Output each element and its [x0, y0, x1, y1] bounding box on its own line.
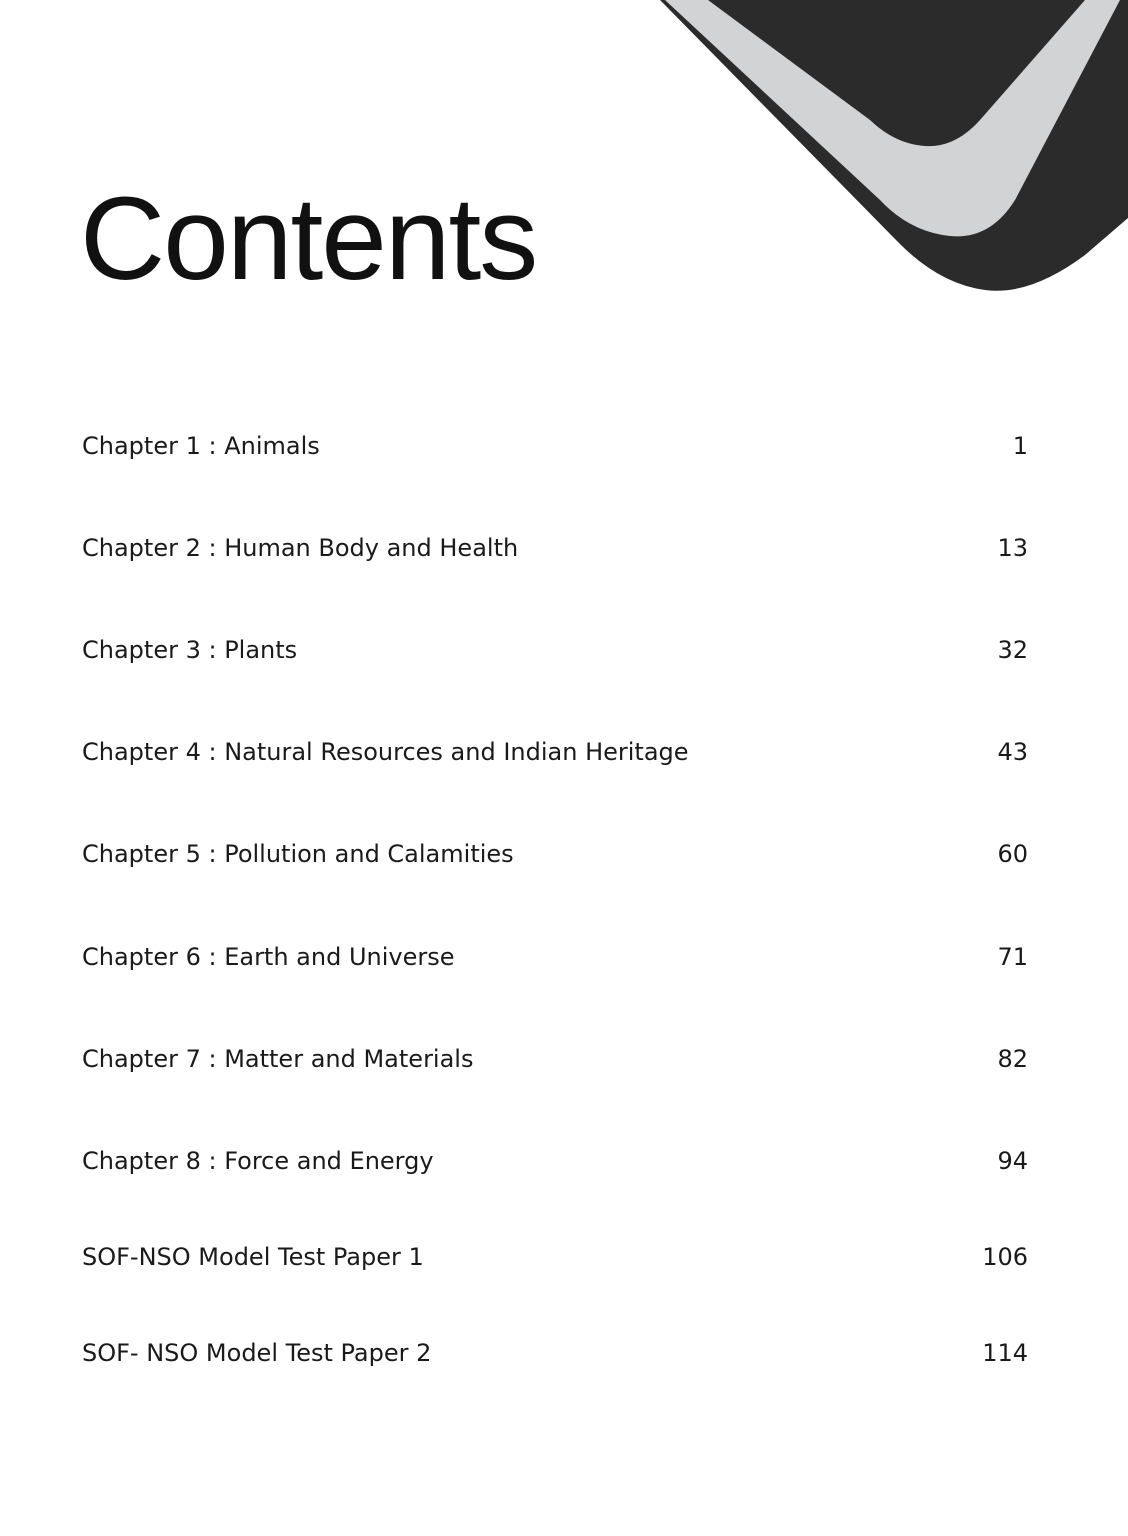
toc-entry[interactable] [82, 836, 1028, 872]
toc-entry-page-number: 13 [997, 534, 1028, 562]
toc-entry-page-number: 71 [997, 943, 1028, 971]
toc-entry[interactable] [82, 428, 1028, 464]
toc-entry[interactable] [82, 530, 1028, 566]
toc-entry[interactable] [82, 1239, 1028, 1275]
toc-entry-title: Chapter 1 : Animals [82, 432, 320, 460]
toc-entry-page-number: 60 [997, 840, 1028, 868]
toc-entry-page-number: 82 [997, 1045, 1028, 1073]
toc-entry[interactable] [82, 1143, 1028, 1179]
toc-entry-page-number: 94 [997, 1147, 1028, 1175]
toc-entry[interactable] [82, 1335, 1028, 1371]
toc-entry[interactable] [82, 1041, 1028, 1077]
toc-entry-page-number: 1 [1012, 432, 1028, 460]
toc-entry-title: Chapter 2 : Human Body and Health [82, 534, 519, 562]
toc-entry-title: SOF- NSO Model Test Paper 2 [82, 1339, 432, 1367]
toc-entry-title: SOF-NSO Model Test Paper 1 [82, 1243, 424, 1271]
toc-entry[interactable] [82, 939, 1028, 975]
toc-entry-title: Chapter 4 : Natural Resources and Indian Heritage [82, 738, 689, 766]
toc-entry-page-number: 106 [982, 1243, 1028, 1271]
toc-entry-title: Chapter 7 : Matter and Materials [82, 1045, 474, 1073]
toc-entry[interactable] [82, 632, 1028, 668]
toc-entry-page-number: 114 [982, 1339, 1028, 1367]
toc-entry-title: Chapter 6 : Earth and Universe [82, 943, 455, 971]
toc-entry-title: Chapter 3 : Plants [82, 636, 298, 664]
toc-entry-page-number: 32 [997, 636, 1028, 664]
toc-entry-page-number: 43 [997, 738, 1028, 766]
toc-entry-title: Chapter 8 : Force and Energy [82, 1147, 434, 1175]
page-title: Contents [80, 173, 537, 305]
toc-entry[interactable] [82, 734, 1028, 770]
toc-entry-title: Chapter 5 : Pollution and Calamities [82, 840, 514, 868]
